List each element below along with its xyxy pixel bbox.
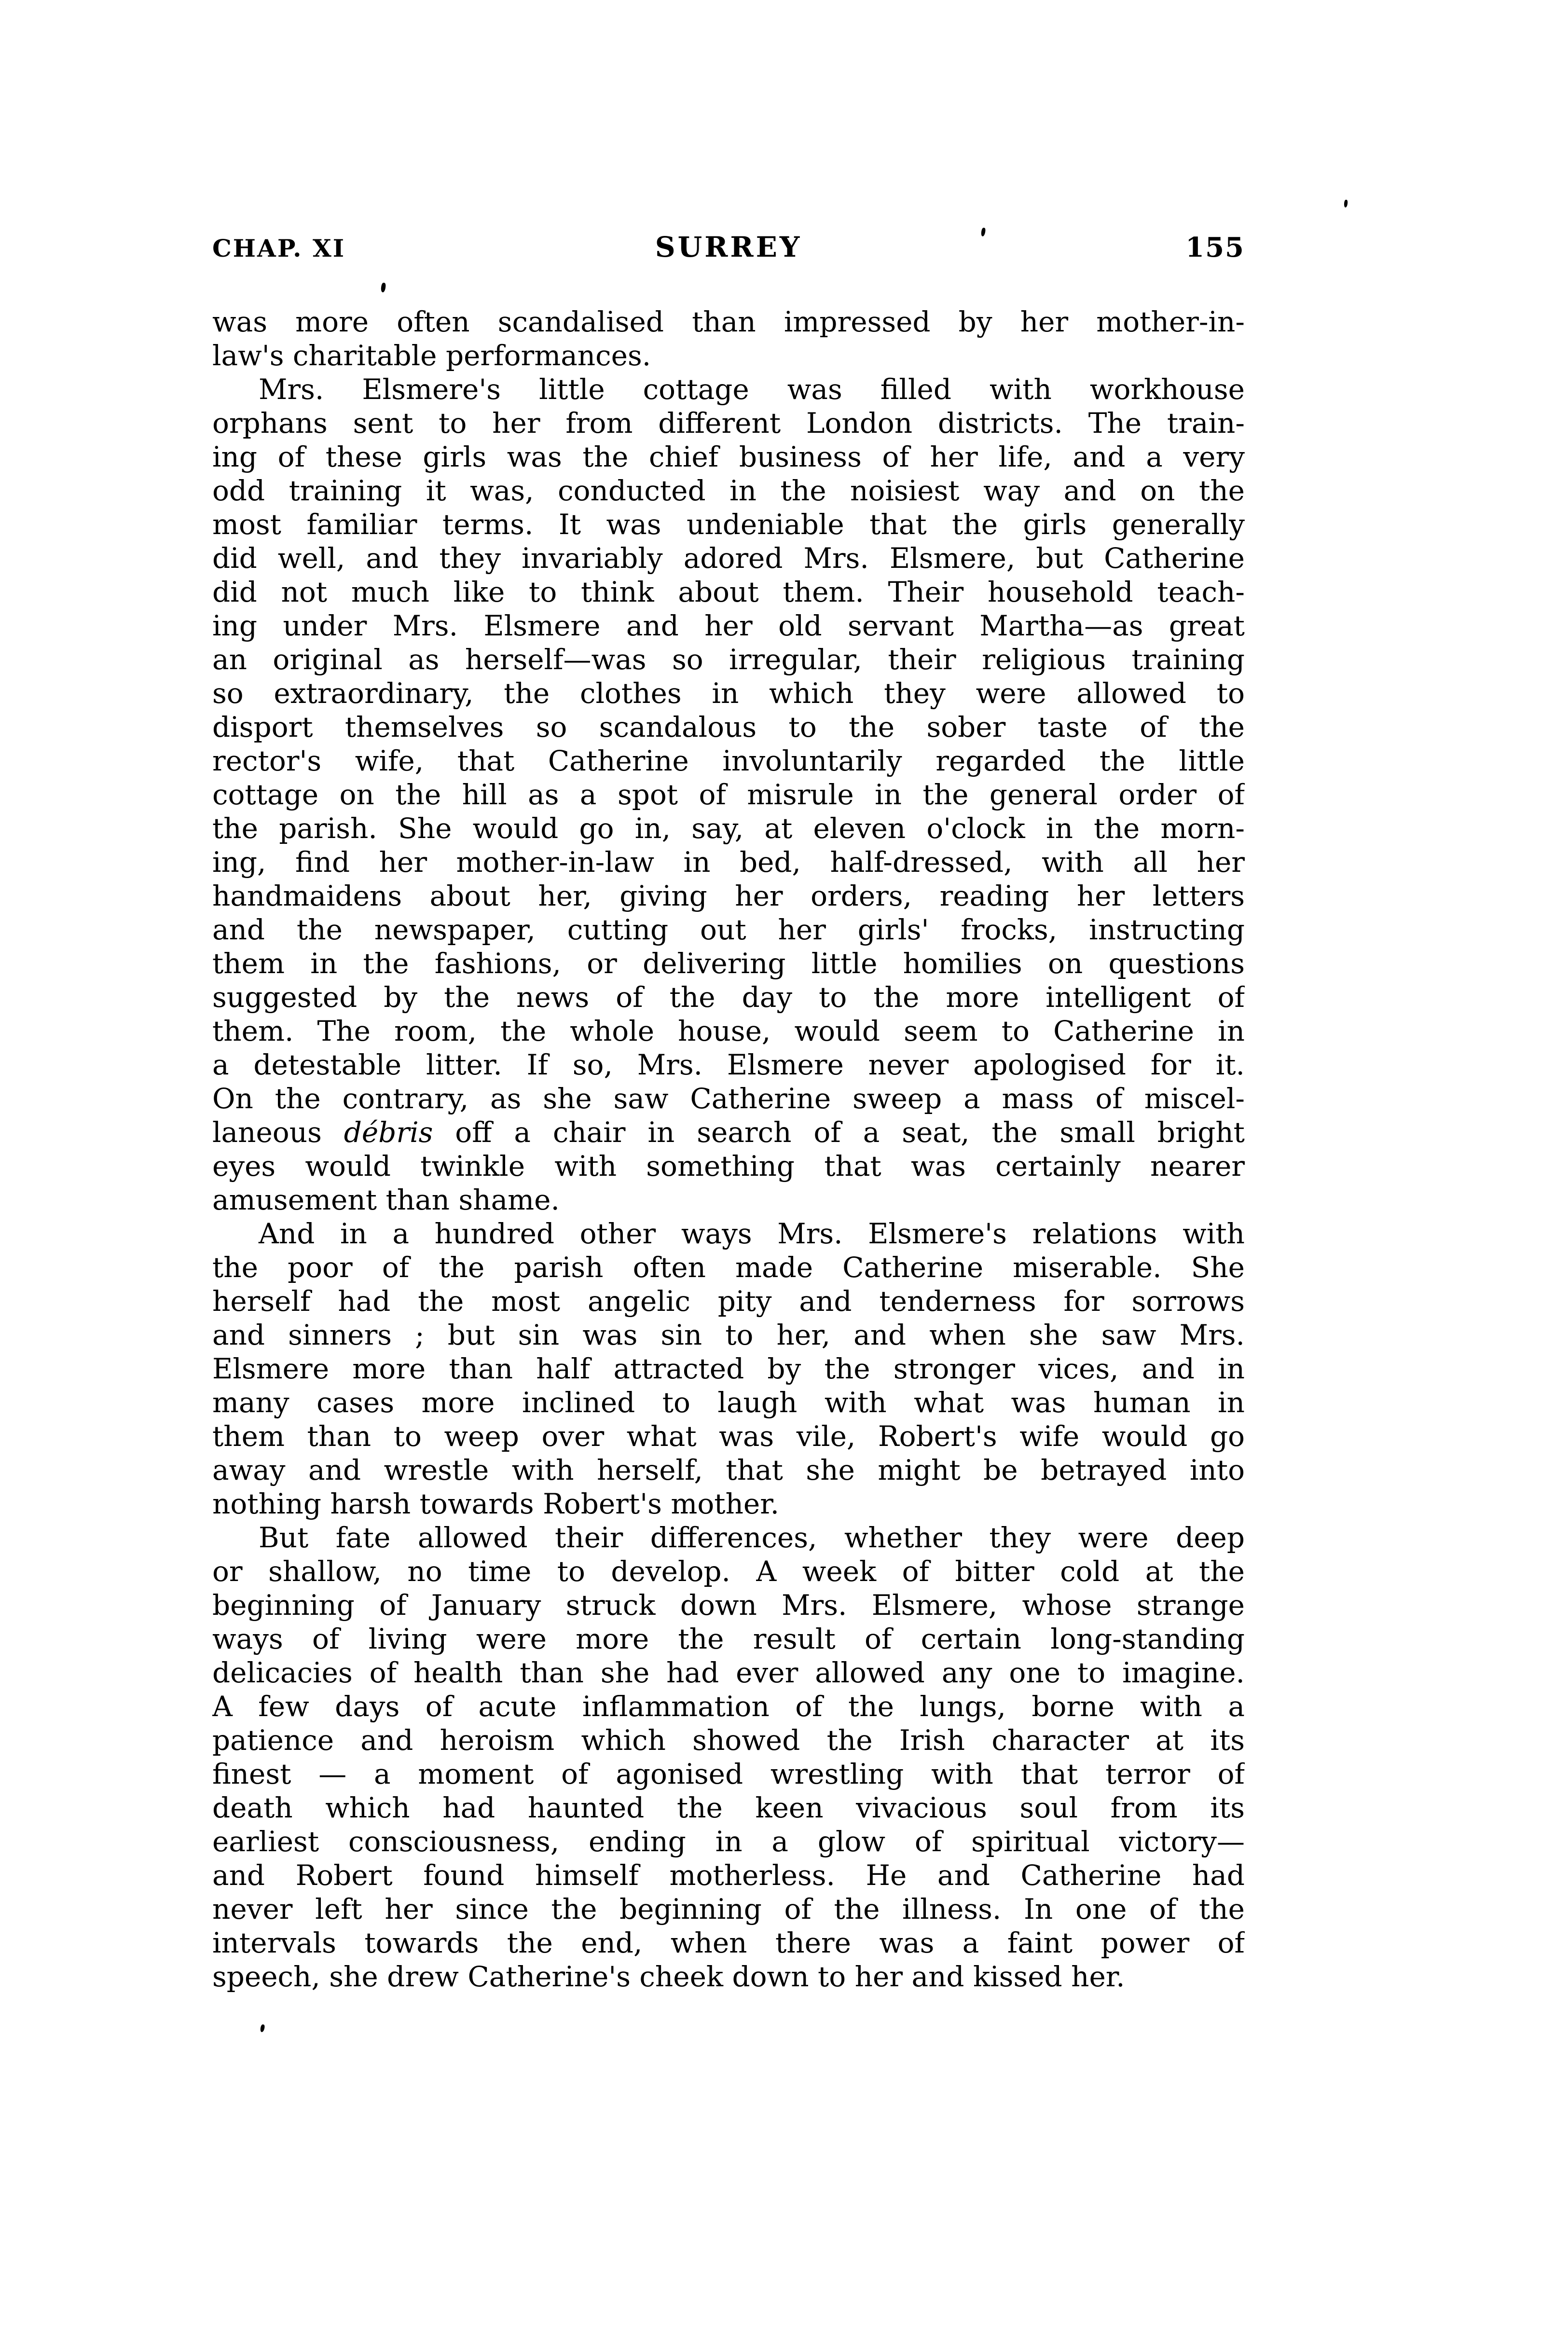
text-line: an original as herself—was so irregular, their religious training (212, 643, 1245, 676)
paragraph (212, 1217, 1245, 1521)
text-line: nothing harsh towards Robert's mother. (212, 1487, 780, 1520)
text-line: laneous débris off a chair in search of a seat, the small bright (212, 1116, 1245, 1149)
text-line: death which had haunted the keen vivacious soul from its (212, 1791, 1245, 1824)
text-line: And in a hundred other ways Mrs. Elsmere's relations with (259, 1217, 1245, 1250)
text-line: amusement than shame. (212, 1183, 560, 1216)
text-line: delicacies of health than she had ever allowed any one to imagine. (212, 1656, 1245, 1689)
text-line: ing under Mrs. Elsmere and her old servant Martha—as great (212, 609, 1245, 642)
chapter-label: CHAP. XI (212, 234, 346, 262)
text-line: rector's wife, that Catherine involuntarily regarded the little (212, 744, 1245, 777)
text-line: Elsmere more than half attracted by the stronger vices, and in (212, 1352, 1245, 1385)
text-line: beginning of January struck down Mrs. Elsmere, whose strange (212, 1589, 1245, 1622)
text-line: disport themselves so scandalous to the sober taste of the (212, 711, 1245, 743)
text-line: and sinners ; but sin was sin to her, and when she saw Mrs. (212, 1319, 1245, 1351)
paragraph (212, 372, 1245, 1217)
text-line: was more often scandalised than impressed by her mother-in- (212, 305, 1245, 338)
text-line: ing, find her mother-in-law in bed, half-dressed, with all her (212, 846, 1245, 879)
text-line: ing of these girls was the chief business of her life, and a very (212, 440, 1245, 473)
scan-speck (381, 282, 386, 292)
text-line: and the newspaper, cutting out her girls' frocks, instructing (212, 913, 1245, 946)
text-line: A few days of acute inflammation of the lungs, borne with a (212, 1690, 1245, 1723)
text-line: speech, she drew Catherine's cheek down to her and kissed her. (212, 1960, 1125, 1993)
paragraph (212, 305, 1245, 372)
text-line: law's charitable performances. (212, 339, 651, 372)
text-line: earliest consciousness, ending in a glow of spiritual victory— (212, 1825, 1245, 1858)
text-line: finest — a moment of agonised wrestling with that terror of (212, 1758, 1245, 1790)
text-line: a detestable litter. If so, Mrs. Elsmere never apologised for it. (212, 1048, 1245, 1081)
text-line: the poor of the parish often made Catherine miserable. She (212, 1251, 1245, 1284)
paragraph (212, 1521, 1245, 1994)
text-line: But fate allowed their differences, whether they were deep (259, 1521, 1245, 1554)
text-line: never left her since the beginning of the illness. In one of the (212, 1893, 1245, 1926)
text-line: or shallow, no time to develop. A week of bitter cold at the (212, 1555, 1245, 1588)
text-line: handmaidens about her, giving her orders, reading her letters (212, 880, 1245, 912)
page-body (212, 305, 1245, 1994)
text-line: patience and heroism which showed the Irish character at its (212, 1724, 1245, 1757)
text-line: and Robert found himself motherless. He and Catherine had (212, 1859, 1245, 1892)
text-line: suggested by the news of the day to the more intelligent of (212, 981, 1245, 1014)
text-line: orphans sent to her from different London districts. The train- (212, 407, 1245, 440)
text-line: On the contrary, as she saw Catherine sweep a mass of miscel- (212, 1082, 1245, 1115)
text-line: so extraordinary, the clothes in which they were allowed to (212, 677, 1245, 710)
text-line: them than to weep over what was vile, Robert's wife would go (212, 1420, 1245, 1453)
text-line: them in the fashions, or delivering little homilies on questions (212, 947, 1245, 980)
text-line: did well, and they invariably adored Mrs. Elsmere, but Catherine (212, 542, 1245, 575)
text-line: herself had the most angelic pity and tenderness for sorrows (212, 1285, 1245, 1318)
text-line: intervals towards the end, when there was a faint power of (212, 1926, 1245, 1959)
text-line: them. The room, the whole house, would seem to Catherine in (212, 1015, 1245, 1047)
text-line: many cases more inclined to laugh with what was human in (212, 1386, 1245, 1419)
text-line: Mrs. Elsmere's little cottage was filled with workhouse (259, 373, 1245, 406)
text-line: did not much like to think about them. Their household teach- (212, 576, 1245, 608)
text-line: the parish. She would go in, say, at eleven o'clock in the morn- (212, 812, 1245, 845)
page-title: SURREY (655, 231, 802, 263)
scan-speck (1344, 200, 1348, 208)
running-head (212, 231, 1245, 263)
text-line: away and wrestle with herself, that she might be betrayed into (212, 1454, 1245, 1486)
text-line: odd training it was, conducted in the noisiest way and on the (212, 474, 1245, 507)
scan-speck (260, 2024, 265, 2032)
text-line: most familiar terms. It was undeniable that the girls generally (212, 508, 1245, 541)
text-line: eyes would twinkle with something that was certainly nearer (212, 1150, 1245, 1183)
text-line: ways of living were more the result of certain long-standing (212, 1623, 1245, 1655)
text-line: cottage on the hill as a spot of misrule in the general order of (212, 778, 1245, 811)
page-number: 155 (1185, 232, 1245, 263)
